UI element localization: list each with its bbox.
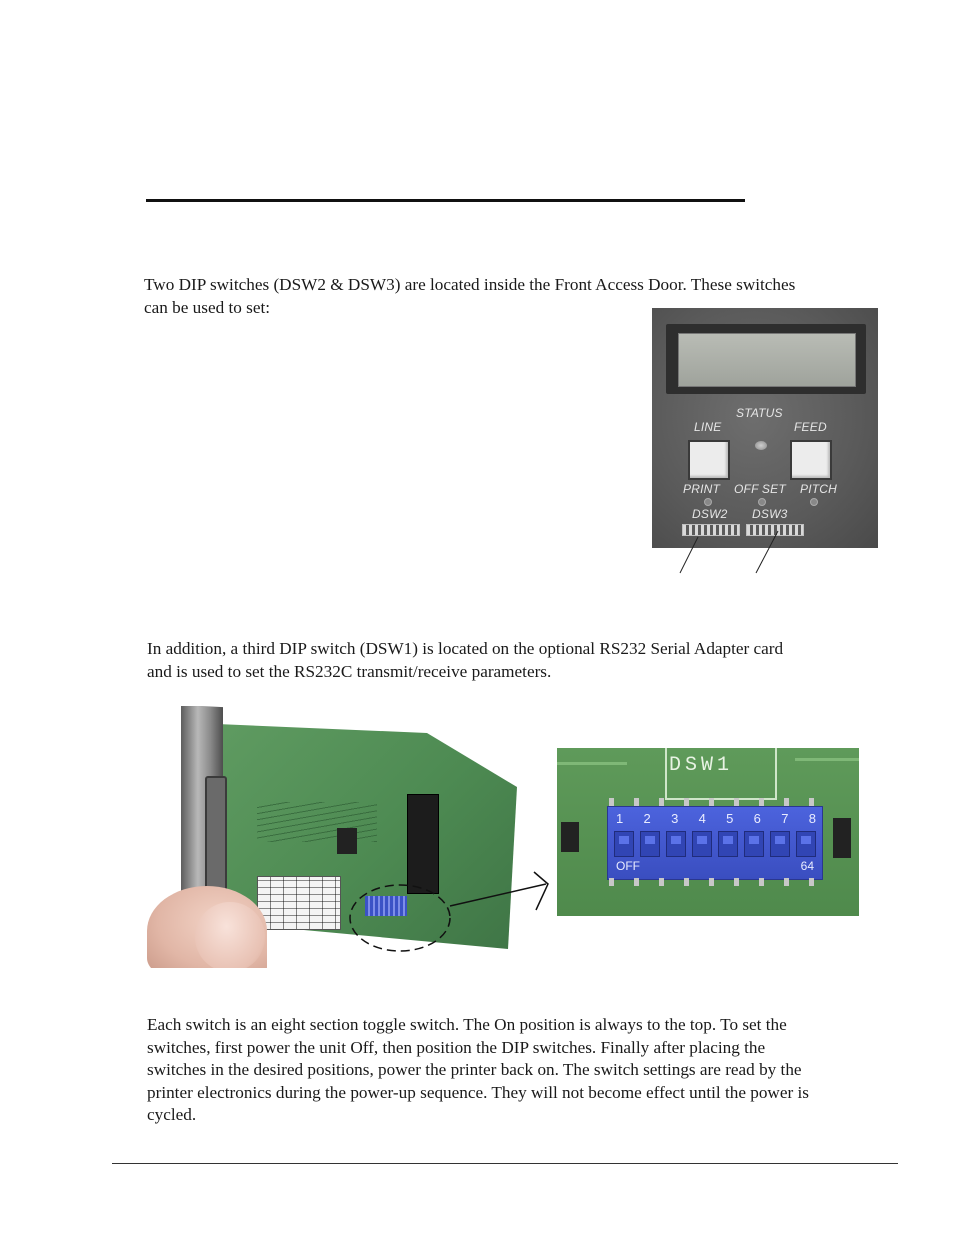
status-led xyxy=(755,441,767,450)
panel-leader-lines xyxy=(652,525,792,575)
lcd-display xyxy=(678,333,856,387)
addition-paragraph: In addition, a third DIP switch (DSW1) is located on the optional RS232 Serial Adapter card and is used to set the RS232C transmit/receive parameters. xyxy=(147,639,784,681)
serial-connector xyxy=(205,776,227,898)
dsw3-leader xyxy=(756,531,778,573)
switch-position-1: 1 xyxy=(616,811,624,826)
corner-label: 64 xyxy=(800,859,814,873)
header-rule xyxy=(146,199,745,202)
switch-position-5: 5 xyxy=(726,811,734,826)
board-component xyxy=(833,818,851,858)
board-trace xyxy=(557,762,627,765)
switch-lever-3 xyxy=(666,831,686,857)
front-panel-photo xyxy=(652,308,878,548)
switch-lever-4 xyxy=(692,831,712,857)
switch-lever-7 xyxy=(770,831,790,857)
switch-position-numbers xyxy=(616,811,816,826)
instructions-paragraph: Each switch is an eight section toggle switch. The On position is always to the top. To set the switches, first power the unit Off, then position the DIP switches. Finally after placing the switches in the desired positions, power the printer back on. The switch settings are read by the printer electronics during the power-up sequence. They will not become effect until the power is cycled. xyxy=(147,1015,809,1125)
line-label: LINE xyxy=(694,420,722,434)
switch-position-7: 7 xyxy=(781,811,789,826)
dsw1-callout xyxy=(340,860,560,960)
switch-position-6: 6 xyxy=(753,811,761,826)
feed-label: FEED xyxy=(794,420,827,434)
dsw3-label: DSW3 xyxy=(752,507,788,521)
pitch-label: PITCH xyxy=(800,482,837,496)
board-trace xyxy=(795,758,859,761)
switch-lever-5 xyxy=(718,831,738,857)
settings-label-sticker xyxy=(257,876,341,930)
dsw2-leader xyxy=(680,537,698,573)
switch-lever-8 xyxy=(796,831,816,857)
dsw2-label: DSW2 xyxy=(692,507,728,521)
offset-led xyxy=(758,498,766,506)
switch-lever-2 xyxy=(640,831,660,857)
switch-position-2: 2 xyxy=(643,811,651,826)
thumb-image xyxy=(195,902,265,968)
intro-paragraph: Two DIP switches (DSW2 & DSW3) are located inside the Front Access Door. These switches can be used to set: xyxy=(144,275,796,317)
switch-levers xyxy=(614,831,816,857)
callout-ellipse xyxy=(350,885,450,951)
dsw1-silkscreen-label: DSW1 xyxy=(669,754,734,777)
dip-switch-body xyxy=(607,806,823,880)
pitch-led xyxy=(810,498,818,506)
line-button xyxy=(688,440,730,480)
switch-position-4: 4 xyxy=(698,811,706,826)
footer-rule xyxy=(112,1163,898,1164)
offset-label: OFF SET xyxy=(734,482,786,496)
switch-position-3: 3 xyxy=(671,811,679,826)
callout-arrow-line xyxy=(450,884,546,906)
callout-arrowhead xyxy=(534,872,548,910)
board-traces xyxy=(257,802,377,842)
ic-chip xyxy=(337,828,357,854)
switch-lever-6 xyxy=(744,831,764,857)
off-label: OFF xyxy=(616,859,640,873)
print-led xyxy=(704,498,712,506)
switch-pins-bottom xyxy=(609,878,819,886)
dsw1-closeup-photo xyxy=(557,748,859,916)
switch-position-8: 8 xyxy=(808,811,816,826)
print-label: PRINT xyxy=(683,482,720,496)
status-label: STATUS xyxy=(736,406,783,420)
feed-button xyxy=(790,440,832,480)
board-component xyxy=(561,822,579,852)
lcd-bezel xyxy=(666,324,866,394)
switch-pins-top xyxy=(609,798,819,806)
switch-lever-1 xyxy=(614,831,634,857)
